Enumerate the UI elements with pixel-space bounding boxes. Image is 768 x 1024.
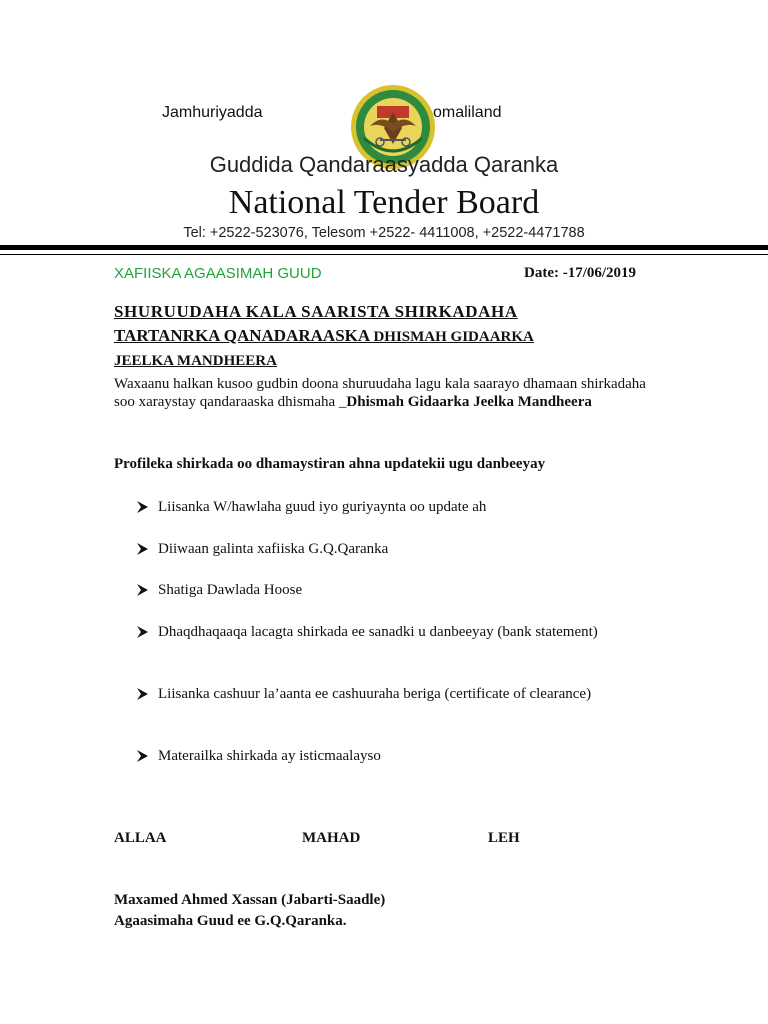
requirement-item [136,746,606,766]
closing-phrase [114,830,674,850]
header-left-text: Jamhuriyadda [162,104,263,121]
heading-line-2a: TARTANRKA QANADARAASKA [114,326,374,345]
requirement-item [136,497,606,517]
board-title: National Tender Board [228,184,540,221]
signature-block [114,890,385,932]
requirement-text: Materailka shirkada ay isticmaalayso [158,748,381,764]
requirement-item [136,539,606,559]
signer-name: Maxamed Ahmed Xassan (Jabarti-Saadle) [114,892,386,908]
document-heading [114,300,654,373]
heading-line-2 [114,324,654,349]
arrow-bullet-icon [136,497,149,517]
arrow-bullet-icon [136,539,149,559]
contact-line: Tel: +2522-523076, Telesom +2522- 4411008, +2522-4471788 [183,225,585,241]
requirement-text: Dhaqdhaqaaqa lacagta shirkada ee sanadki u danbeeyay (bank statement) [158,624,598,640]
arrow-bullet-icon [136,684,149,704]
arrow-bullet-icon [136,746,149,766]
header-right-text: omaliland [433,104,502,121]
closing-word-2: MAHAD [302,830,361,846]
header-rule-thin [0,254,768,255]
board-subtitle: Guddida Qandaraasyadda Qaranka [209,152,559,177]
closing-word-1: ALLAA [114,830,167,846]
arrow-bullet-icon [136,622,149,642]
requirement-text: Liisanka cashuur la’aanta ee cashuuraha beriga (certificate of clearance) [158,686,592,702]
requirement-item [136,622,606,642]
heading-line-3: JEELKA MANDHEERA [114,353,277,369]
intro-text: Waxaanu halkan kusoo gudbin doona shuruudaha lagu kala saarayo dhamaan shirkadaha soo xaraystay qandaraaska dhismaha _ [114,376,646,410]
intro-paragraph [114,375,654,411]
heading-line-2b: DHISMAH GIDAARKA [373,329,534,345]
profile-heading: Profileka shirkada oo dhamaystiran ahna updatekii ugu danbeeyay [114,456,546,472]
office-name: XAFIISKA AGAASIMAH GUUD [114,265,322,282]
intro-bold-tail: Dhismah Gidaarka Jeelka Mandheera [346,394,592,410]
requirement-item [136,580,606,600]
requirement-text: Diiwaan galinta xafiiska G.Q.Qaranka [158,541,389,557]
document-date: Date: -17/06/2019 [524,265,637,281]
closing-word-3: LEH [488,830,520,846]
arrow-bullet-icon [136,580,149,600]
requirement-text: Shatiga Dawlada Hoose [158,582,303,598]
requirement-item [136,684,606,704]
signer-title: Agaasimaha Guud ee G.Q.Qaranka. [114,913,347,929]
heading-line-1: SHURUUDAHA KALA SAARISTA SHIRKADAHA [114,302,518,321]
requirement-text: Liisanka W/hawlaha guud iyo guriyaynta oo update ah [158,499,487,515]
header-rule-thick [0,245,768,250]
